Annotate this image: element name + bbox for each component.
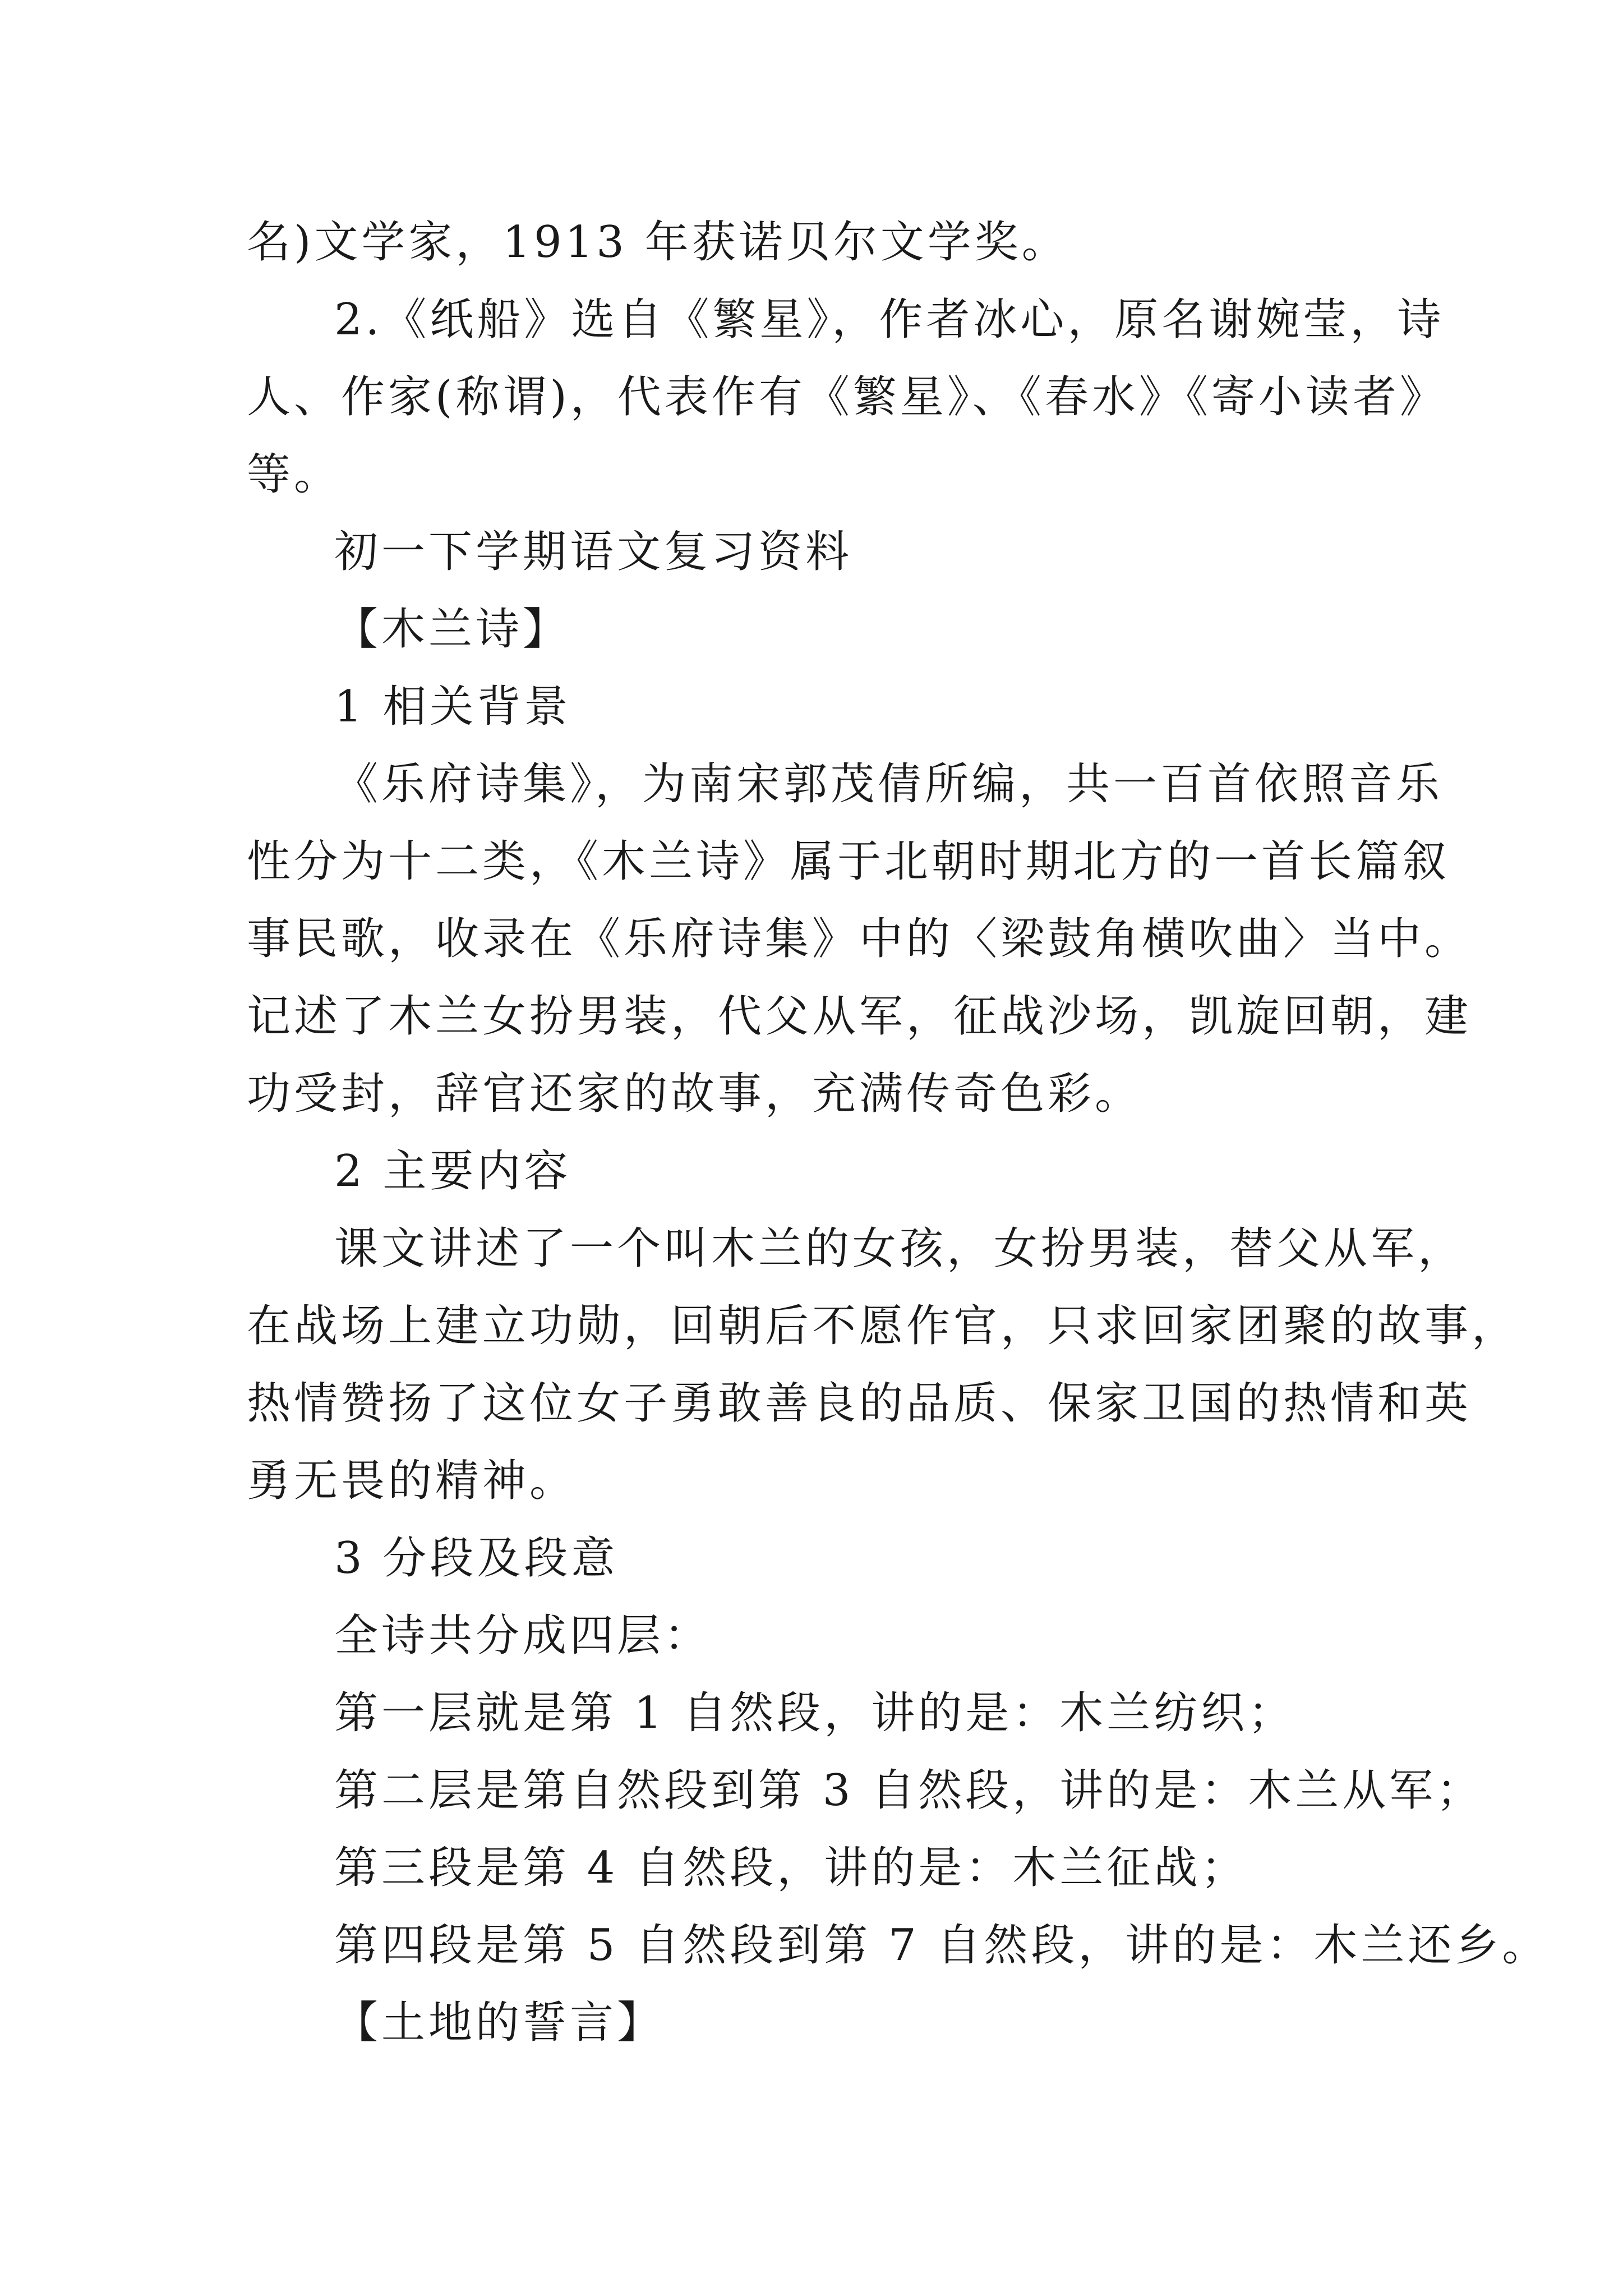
text-line: 课文讲述了一个叫木兰的女孩，女扮男装，替父从军， — [334, 1223, 1465, 1274]
text-line: 事民歌，收录在《乐府诗集》中的〈梁鼓角横吹曲〉当中。 — [247, 914, 1472, 964]
text-line: 热情赞扬了这位女子勇敢善良的品质、保家卫国的热情和英 — [247, 1378, 1472, 1429]
text-line: 人、作家(称谓)，代表作有《繁星》、《春水》《寄小读者》 — [247, 372, 1447, 422]
text-line: 勇无畏的精神。 — [247, 1456, 577, 1506]
text-line: 名)文学家，1913 年获诺贝尔文学奖。 — [247, 217, 1069, 268]
text-line: 等。 — [247, 449, 342, 500]
text-line: 第四段是第 5 自然段到第 7 自然段，讲的是：木兰还乡。 — [334, 1920, 1550, 1971]
subsection-heading: 2 主要内容 — [334, 1146, 571, 1197]
text-line: 2.《纸船》选自《繁星》，作者冰心，原名谢婉莹，诗 — [334, 295, 1445, 345]
text-line: 全诗共分成四层： — [334, 1611, 712, 1661]
subsection-heading: 3 分段及段意 — [334, 1533, 619, 1584]
text-line: 功受封，辞官还家的故事，充满传奇色彩。 — [247, 1069, 1142, 1119]
subsection-heading: 1 相关背景 — [334, 682, 571, 732]
section-heading: 初一下学期语文复习资料 — [334, 527, 853, 577]
text-line: 《乐府诗集》，为南宋郭茂倩所编，共一百首依照音乐 — [334, 759, 1444, 809]
text-line: 记述了木兰女扮男装，代父从军，征战沙场，凯旋回朝，建 — [247, 991, 1472, 1042]
text-line: 第三段是第 4 自然段，讲的是：木兰征战； — [334, 1843, 1248, 1893]
text-line: 在战场上建立功勋，回朝后不愿作官，只求回家团聚的故事， — [247, 1301, 1519, 1351]
section-heading: 【土地的誓言】 — [334, 1998, 665, 2048]
text-line: 性分为十二类，《木兰诗》属于北朝时期北方的一首长篇叙 — [247, 836, 1450, 887]
text-line: 第一层就是第 1 自然段，讲的是：木兰纺织； — [334, 1688, 1295, 1738]
text-line: 第二层是第自然段到第 3 自然段，讲的是：木兰从军； — [334, 1765, 1484, 1816]
section-heading: 【木兰诗】 — [334, 604, 570, 655]
